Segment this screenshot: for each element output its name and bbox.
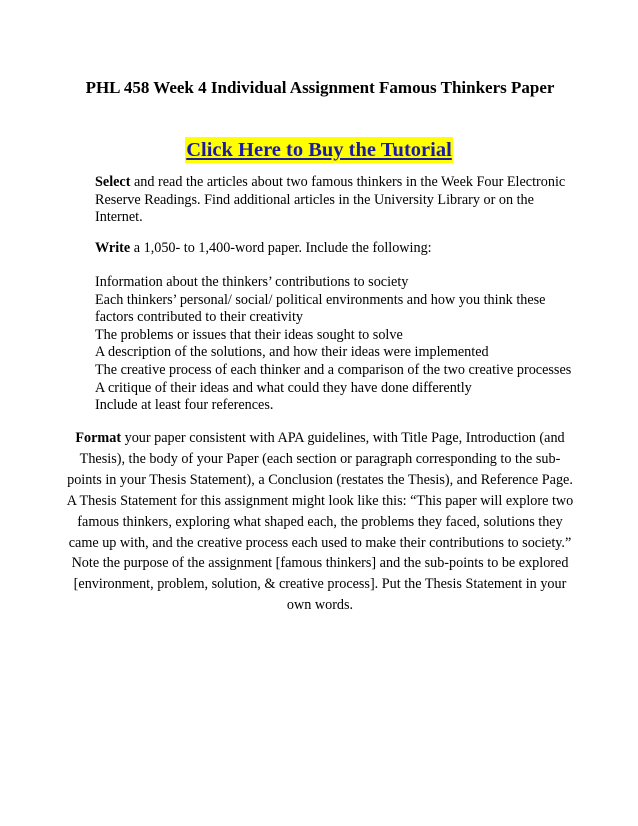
list-item: Include at least four references.: [95, 397, 274, 414]
list-item: A critique of their ideas and what could they have done differently: [95, 379, 472, 396]
write-text: a 1,050- to 1,400-word paper. Include the following:: [130, 240, 432, 256]
format-paragraph: [63, 428, 577, 616]
requirements-list: [95, 274, 575, 415]
document-title: PHL 458 Week 4 Individual Assignment Famous Thinkers Paper: [85, 78, 555, 97]
write-paragraph: [95, 240, 575, 258]
format-lead-word: Format: [75, 430, 122, 446]
select-text: and read the articles about two famous thinkers in the Week Four Electronic Reserve Readings. Find additional articles in the University Library or on the Internet.: [95, 174, 566, 226]
select-paragraph: [95, 174, 575, 227]
select-lead-word: Select: [95, 174, 131, 190]
list-item: Information about the thinkers’ contributions to society: [95, 274, 409, 290]
list-item: The creative process of each thinker and a comparison of the two creative processes: [95, 361, 572, 378]
buy-tutorial-link[interactable]: Click Here to Buy the Tutorial: [186, 139, 452, 161]
list-item: The problems or issues that their ideas sought to solve: [95, 326, 403, 343]
write-lead-word: Write: [95, 240, 131, 256]
list-item: A description of the solutions, and how their ideas were implemented: [95, 344, 489, 361]
tutorial-link-container: [0, 137, 638, 163]
list-item: Each thinkers’ personal/ social/ political environments and how you think these factors contributed to their creativity: [95, 291, 546, 326]
format-text: your paper consistent with APA guidelines, with Title Page, Introduction (and Thesis), the body of your Paper (each section or paragraph corresponding to the sub-points in your Thesis Statement), a Conclusion (restates the Thesis), and Reference Page. A Thesis Statement for this assignment might look like this: “This paper will explore two famous thinkers, exploring what shaped each, the problems they faced, solutions they came up with, and the creative process each used to make their contributions to society.” Note the purpose of the assignment [famous thinkers] and the sub-points to be explored [environment, problem, solution, & creative process]. Put the Thesis Statement in your own words.: [66, 430, 574, 614]
